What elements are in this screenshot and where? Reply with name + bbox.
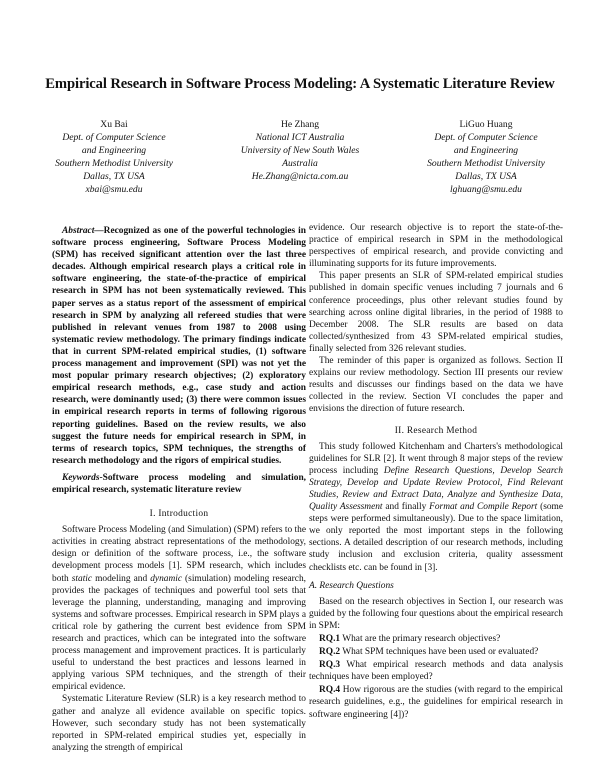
rq-label: RQ.3 — [319, 660, 341, 671]
author-name: He Zhang — [280, 119, 320, 130]
keywords — [52, 472, 306, 496]
research-question — [309, 633, 563, 645]
author-email: lghuang@smu.edu — [450, 184, 522, 195]
author-affiliation: Southern Methodist University — [427, 158, 545, 169]
text-run: Format and Compile Report — [429, 502, 538, 513]
author-location: Dallas, TX USA — [83, 171, 145, 182]
paragraph — [309, 441, 563, 574]
research-question — [309, 659, 563, 683]
keywords-label: Keywords — [62, 472, 100, 483]
text-run: This study followed Kitchenham and Charters's methodological guidelines for SLR [2]. It went through 8 major steps of the review process including — [309, 441, 563, 476]
section-heading-research-method: II. Research Method — [394, 425, 478, 436]
author-email: He.Zhang@nicta.com.au — [251, 171, 349, 182]
text-run: (simulation) modeling research, provides the packages of techniques and powerful tool sets that leverage the planning, understanding, managing and improving systems and software processes. Empirical research in SPM plays a critical role by gathering the current best evidence from SPM research and practices, which can be integrated into the software process management and improvement practices. It is particularly useful to understand the best practices and lessons learned in applying various SPM techniques, and the strength of their empirical evidence. — [52, 573, 306, 693]
text-run: and finally — [382, 502, 430, 513]
author-affiliation: Dept. of Computer Science — [62, 132, 166, 143]
rq-label: RQ.4 — [319, 685, 341, 696]
paragraph: The reminder of this paper is organized as follows. Section II explains our review methodology. Section III presents our review results and discusses our findings based on the data we have collected in the review. Section VI concludes the paper and envisions the direction of future research. — [309, 356, 563, 415]
left-column — [52, 225, 306, 754]
author-affiliation: and Engineering — [81, 145, 147, 156]
section-heading-introduction: I. Introduction — [149, 509, 209, 520]
rq-text: What empirical research methods and data analysis techniques have been employed? — [309, 660, 563, 683]
author-email: xbai@smu.edu — [85, 184, 143, 195]
author-affiliation: Southern Methodist University — [55, 158, 173, 169]
text-run: Define Research Questions, Develop Search Strategy, Develop and Update Review Protocol, Find Relevant Studies, Review and Extract Data, Analyze and Synthesize Data, Quality Assessment — [309, 465, 563, 513]
paragraph — [52, 524, 306, 693]
rq-text: What are the primary research objectives? — [340, 634, 501, 644]
author-affiliation: National ICT Australia — [255, 132, 345, 143]
text-run: Software Process Modeling (and Simulation) (SPM) refers to the activities in creating abstract representations of the methodology, design or definition of the software process, i.e., the software development process models [1]. SPM research, which includes both — [52, 525, 306, 584]
rq-text: How rigorous are the studies (with regard to the empirical research guidelines, e.g., the guidelines for empirical research in software engineering [4])? — [309, 685, 563, 720]
author-1 — [28, 118, 200, 196]
paper-title: Empirical Research in Software Process Modeling: A Systematic Literature Review — [45, 76, 555, 92]
abstract-text: —Recognized as one of the powerful technologies in software process engineering, Software Process Modeling (SPM) has received significant attention over the last three decades. Although empirical research plays a critical role in software engineering, the state-of-the-practice of empirical research in SPM has not been systematically reviewed. This paper serves as a status report of the assessment of empirical research in SPM by analyzing all refereed studies that were published in relevant venues from 1987 to 2008 using systematic review methodology. The primary findings indicate that in current SPM-related empirical studies, (1) software process management and improvement (SPI) was not yet the most popular primary research objectives; (2) exploratory empirical research methods, e.g., case study and action research, were dominantly used; (3) there were common issues in empirical research reports in terms of following rigorous reporting guidelines. Based on the review results, we also suggest the future needs for empirical research in SPM, in terms of research topics, SPM techniques, the strengths of research methodology and the rigors of empirical studies. — [52, 226, 306, 466]
author-name: Xu Bai — [100, 119, 128, 130]
author-block — [28, 118, 572, 196]
paragraph: This paper presents an SLR of SPM-related empirical studies published in domain specific venues including 7 journals and 6 conference proceedings, plus other relevant studies found by searching across online digital libraries, in the period of 1988 to December 2008. The SLR results are based on data collected/synthesized from 43 SPM-related empirical studies, finally selected from 326 relevant studies. — [309, 271, 563, 354]
paragraph: evidence. Our research objective is to report the state-of-the-practice of empirical research in SPM in the methodological perspectives of empirical research, and provide convicting and illuminating supports for its future improvements. — [309, 223, 563, 270]
research-question — [309, 646, 563, 658]
text-run: static — [71, 573, 93, 584]
author-affiliation: University of New South Wales — [240, 145, 360, 156]
text-run: (some steps were performed simultaneously). Due to the space limitation, we only reported the most important steps in the following sections. A detailed description of our research methods, including study inclusion and exclusion criteria, quality assessment checklists etc. can be found in [3]. — [309, 502, 563, 573]
rq-text: What SPM techniques have been used or evaluated? — [340, 647, 539, 658]
paragraph: Systematic Literature Review (SLR) is a key research method to gather and analyze all evidence available on specific topics. However, such secondary study has not been systematically reported in SPM-related empirical studies yet, especially in analyzing the strength of empirical — [52, 694, 306, 753]
keywords-text: -Software process modeling and simulation, empirical research, systematic literature review — [52, 472, 306, 495]
author-name: LiGuo Huang — [459, 119, 513, 130]
rq-label: RQ.1 — [319, 634, 341, 644]
rq-label: RQ.2 — [319, 647, 341, 658]
author-affiliation: Australia — [282, 158, 318, 169]
author-2 — [200, 118, 400, 196]
paragraph: Based on the research objectives in Section I, our research was guided by the following four questions about the empirical research in SPM: — [309, 596, 563, 631]
right-column — [309, 222, 563, 721]
author-affiliation: Dept. of Computer Science — [434, 132, 538, 143]
text-run: modeling and — [92, 573, 151, 584]
author-3 — [400, 118, 572, 196]
author-affiliation: and Engineering — [453, 145, 519, 156]
text-run: dynamic — [150, 573, 182, 584]
research-question — [309, 684, 563, 720]
subsection-heading-research-questions: A. Research Questions — [309, 580, 394, 591]
author-location: Dallas, TX USA — [455, 171, 517, 182]
abstract — [52, 225, 306, 467]
abstract-label: Abstract — [62, 226, 95, 236]
